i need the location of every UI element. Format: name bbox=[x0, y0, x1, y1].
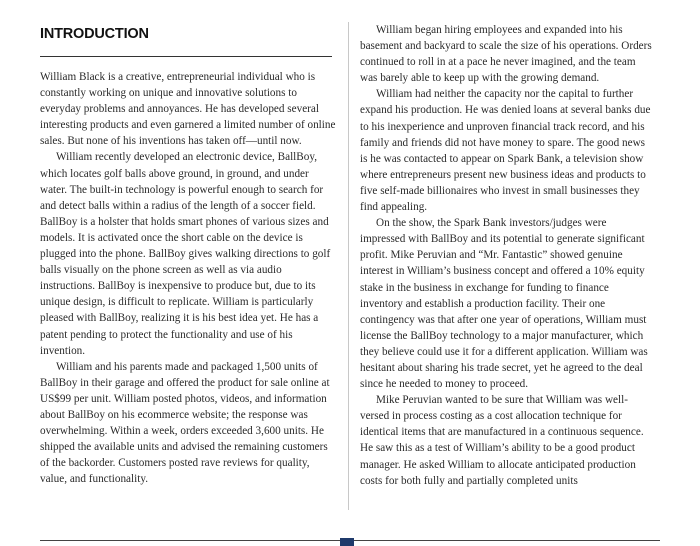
paragraph: On the show, the Spark Bank investors/judges were impressed with BallBoy and its potential to generate significant profit. Mike Peruvian and “Mr. Fantastic” showed genuine interest in William’s business concept and offered a 10% equity stake in the business in exchange for funding to finance inventory and establish a production facility. Their one contingency was that after one year of operations, William must license the BallBoy technology to a major manufacturer, which they believe could use it for a different application. William was hesitant about sharing his trade secret, yet he agreed to the deal since he needed to money to proceed. bbox=[360, 217, 648, 391]
heading-rule bbox=[40, 56, 332, 57]
paragraph: William Black is a creative, entrepreneurial individual who is constantly working on unique and innovative solutions to everyday problems and annoyances. He has developed several interesting products and even garnered a limited number of online sales. But none of his inventions has taken off—until now. bbox=[40, 71, 336, 148]
paragraph: William had neither the capacity nor the capital to further expand his production. He was denied loans at several banks due to his inexperience and unproven financial track record, and his family and friends did not have money to spare. The good news is he was contacted to appear on Spark Bank, a television show where entrepreneurs present new business ideas and products to five self-made billionaires who invest in small businesses they find appealing. bbox=[360, 88, 651, 214]
paragraph: William began hiring employees and expanded into his basement and backyard to scale the size of his operations. Orders continued to roll in at a pace he never imagined, and the team was barely able to keep up with the growing demand. bbox=[360, 24, 652, 85]
section-heading: INTRODUCTION bbox=[40, 26, 149, 42]
right-column bbox=[360, 22, 654, 489]
column-divider bbox=[348, 22, 349, 510]
paragraph: Mike Peruvian wanted to be sure that William was well-versed in process costing as a cost allocation technique for identical items that are manufactured in a continuous sequence. He saw this as a test of William’s ability to be a good product manager. He asked William to allocate anticipated production costs for both fully and partially completed units bbox=[360, 394, 644, 487]
left-column bbox=[40, 22, 336, 487]
paragraph: William recently developed an electronic device, BallBoy, which locates golf balls above ground, in ground, and under water. The built-in technology is powerful enough to search for and detect balls within a radius of the length of a soccer field. BallBoy is a holster that holds smart phones of various sizes and models. It is activated once the short cable on the device is plugged into the phone. BallBoy gives walking directions to golf balls visually on the phone screen as well as via audio instructions. BallBoy is inexpensive to produce but, due to its unique design, is difficult to replicate. William is particularly pleased with BallBoy, realizing it is his best idea yet. He has a patent pending to protect the functionality and use of his invention. bbox=[40, 151, 331, 357]
page-marker bbox=[340, 538, 354, 546]
paragraph: William and his parents made and packaged 1,500 units of BallBoy in their garage and offered the product for sale online at US$99 per unit. William posted photos, videos, and information about BallBoy on his ecommerce website; the response was overwhelming. Within a week, orders exceeded 3,600 units. He shipped the available units and advised the remaining customers of the backorder. Customers posted rave reviews for quality, value, and functionality. bbox=[40, 360, 330, 486]
